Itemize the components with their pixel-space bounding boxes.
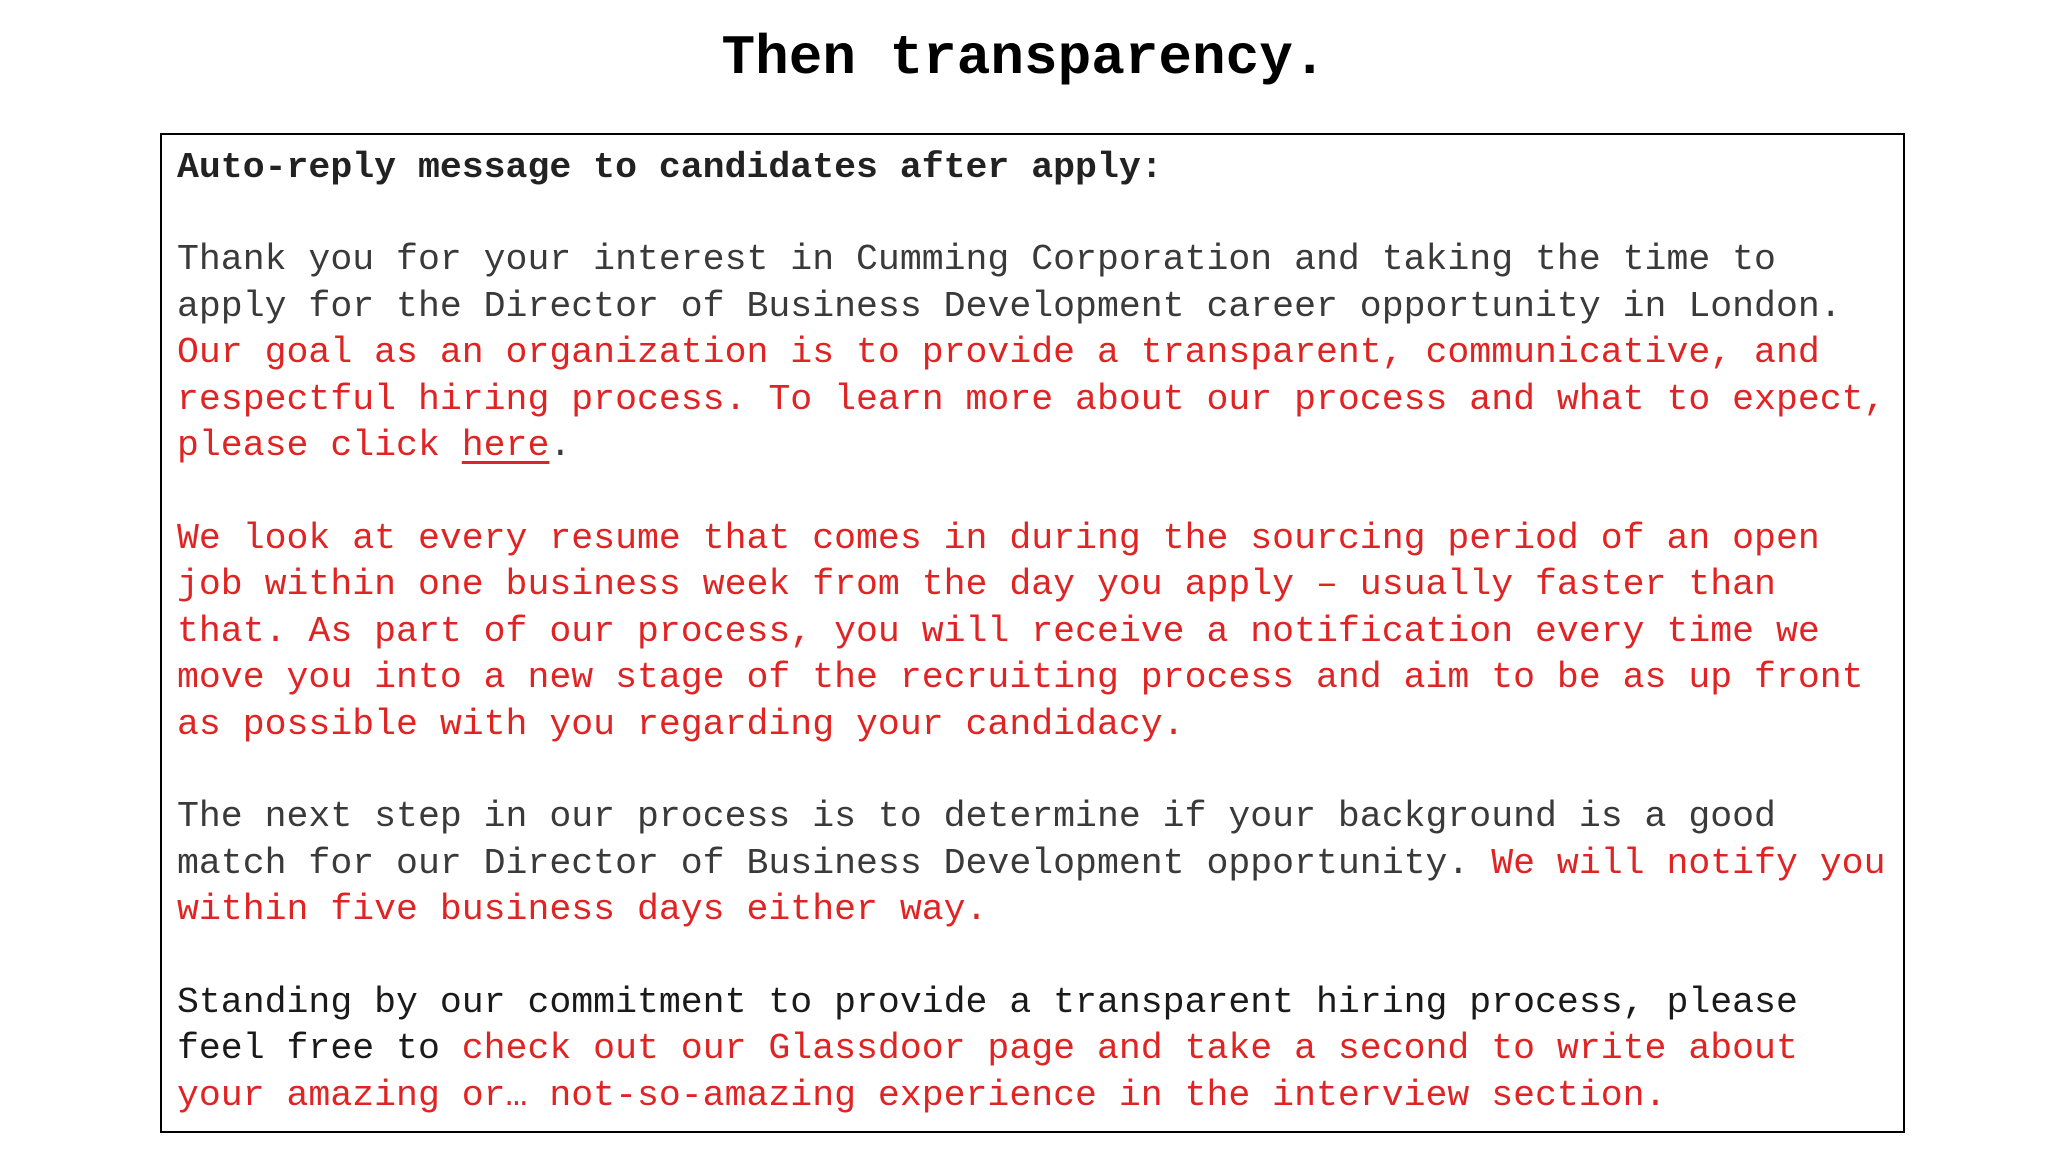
paragraph-resume-review [177, 516, 1891, 749]
paragraph-thank-you [177, 237, 1891, 470]
paragraph-next-step-normal: The next step in our process is to determine if your background is a good match for our Director of Business Development opportunity. [177, 796, 1776, 884]
slide-title: Then transparency. [721, 26, 1327, 90]
paragraph-glassdoor-highlight: check out our Glassdoor page and take a second to write about your amazing or… not-so-amazing experience in the interview section. [177, 1028, 1798, 1116]
paragraph-thank-you-normal: Thank you for your interest in Cumming Corporation and taking the time to apply for the Director of Business Development career opportunity in London. [177, 239, 1842, 327]
paragraph-resume-review-highlight: We look at every resume that comes in during the sourcing period of an open job within one business week from the day you apply – usually faster than that. As part of our process, you will receive a notification every time we move you into a new stage of the recruiting process and aim to be as up front as possible with you regarding your candidacy. [177, 517, 1864, 745]
process-here-link[interactable]: here [461, 425, 550, 466]
paragraph-thank-you-highlight: Our goal as an organization is to provide a transparent, communicative, and respectful hiring process. To learn more about our process and what to expect, please click [177, 332, 1886, 466]
paragraph-next-step-highlight: We will notify you within five business days either way. [177, 842, 1886, 930]
auto-reply-message-box [160, 133, 1905, 1133]
paragraph-next-step [177, 794, 1891, 934]
message-heading: Auto-reply message to candidates after apply: [177, 147, 1163, 188]
paragraph-thank-you-end: . [549, 425, 572, 466]
paragraph-glassdoor [177, 980, 1891, 1120]
paragraph-glassdoor-normal: Standing by our commitment to provide a transparent hiring process, please feel free to [177, 981, 1798, 1069]
